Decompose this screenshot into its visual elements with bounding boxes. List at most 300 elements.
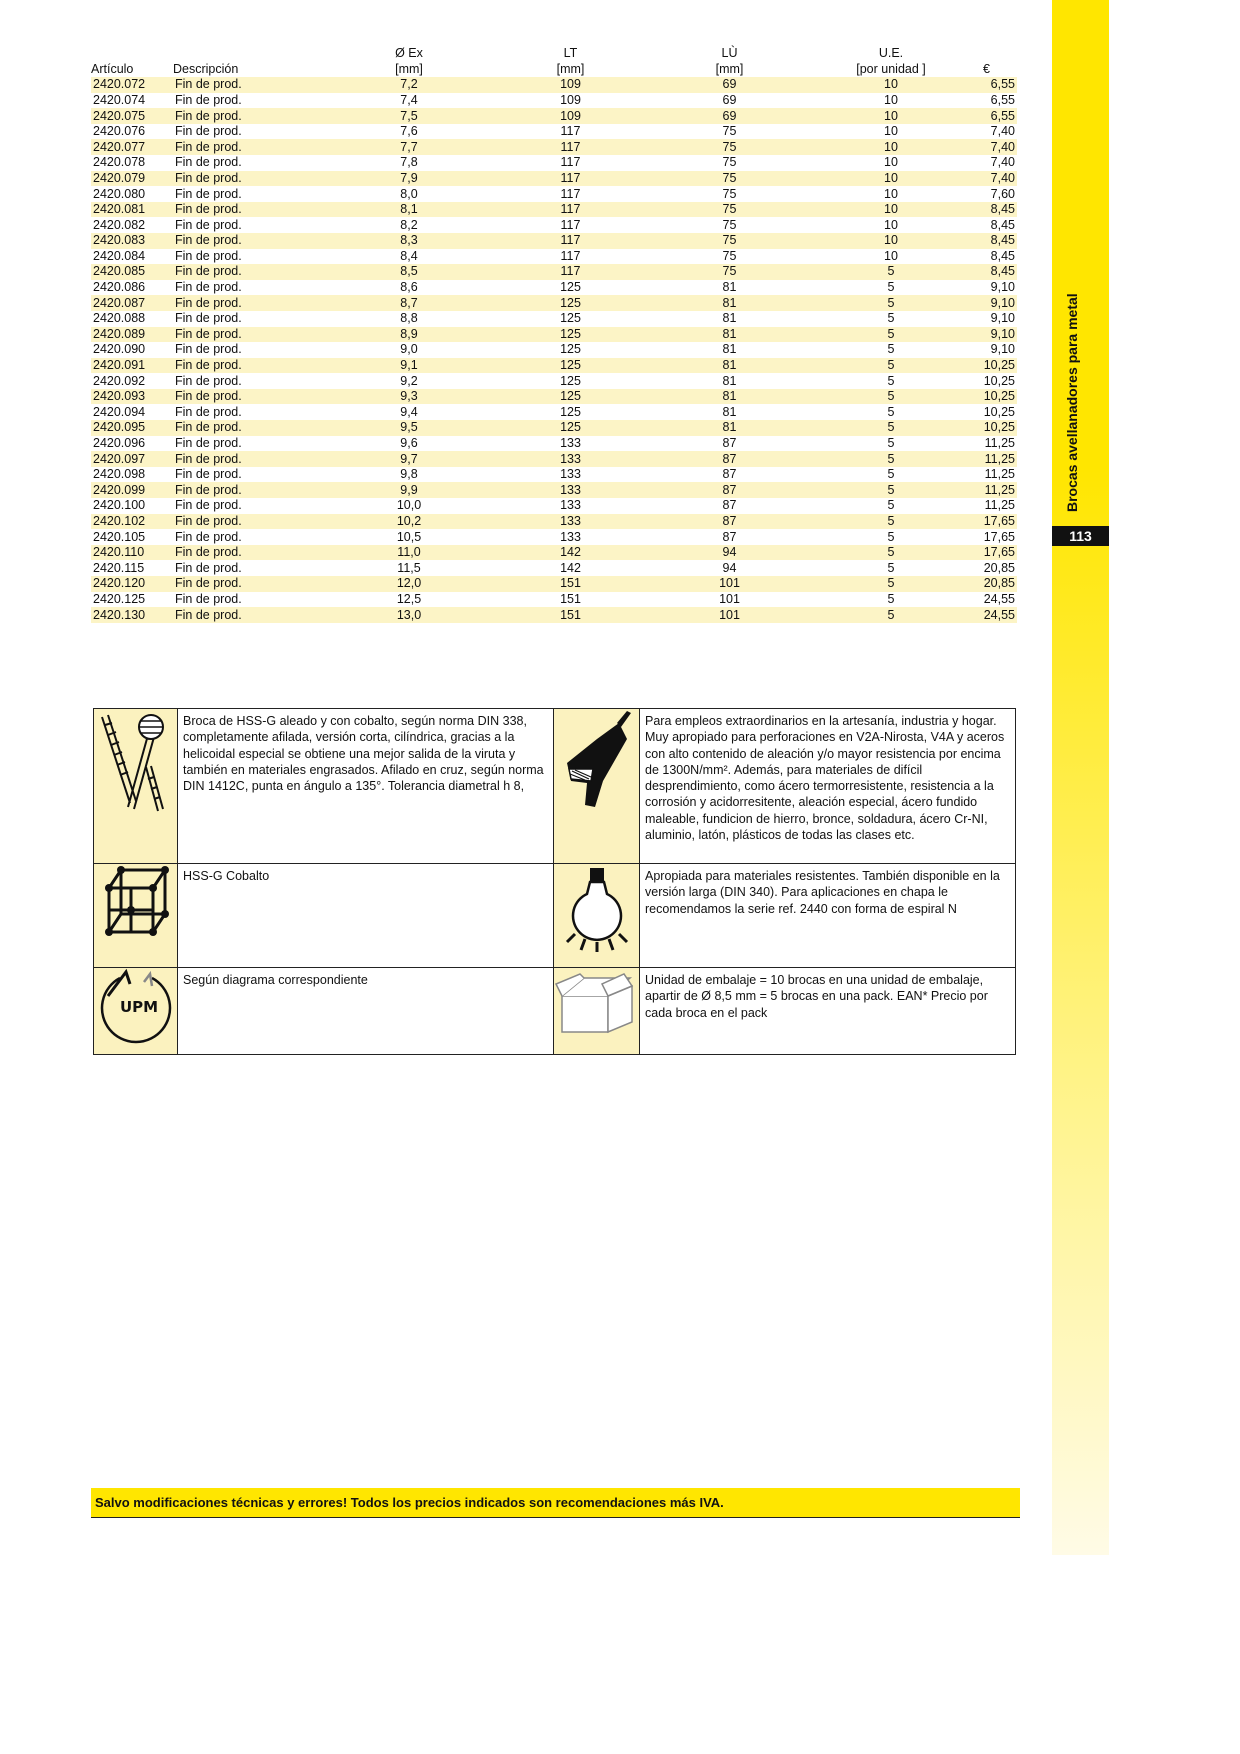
diameter-cell: 11,0: [327, 545, 491, 561]
lu-cell: 81: [722, 342, 737, 357]
articulo-cell: 2420.077: [91, 139, 173, 155]
diameter-cell: 8,5: [327, 264, 491, 280]
lu-cell: 101: [650, 607, 809, 623]
articulo-cell: 2420.090: [93, 342, 146, 357]
lt-cell: 133: [491, 482, 650, 498]
lt-cell: 117: [491, 139, 650, 155]
ue-cell: 5: [809, 482, 973, 498]
ue-cell: 5: [887, 280, 895, 295]
table-row: [91, 249, 1017, 265]
table-row: [91, 342, 1017, 358]
lu-cell: 81: [650, 295, 809, 311]
table-row: [91, 482, 1017, 498]
ue-cell: 5: [887, 529, 895, 544]
table-row: [91, 514, 1017, 530]
diameter-cell: 7,9: [327, 171, 491, 187]
table-row: [91, 77, 1017, 93]
lt-cell: 117: [491, 171, 650, 187]
diameter-cell: 8,1: [327, 202, 491, 218]
articulo-cell: 2420.074: [93, 92, 146, 107]
table-row: [91, 155, 1017, 171]
drill-bits-icon: [96, 711, 176, 821]
lu-cell: 87: [722, 529, 737, 544]
price-cell: 11,25: [984, 436, 1015, 450]
lt-cell: 117: [560, 217, 581, 232]
lu-cell: 69: [722, 92, 737, 107]
articulo-cell: 2420.099: [91, 482, 173, 498]
lattice-cube-icon: [97, 864, 177, 944]
diameter-cell: 10,5: [396, 529, 422, 544]
table-header-row-top: [91, 46, 1017, 62]
articulo-cell: 2420.102: [91, 514, 173, 530]
tip-bulb-icon-cell: [554, 864, 640, 968]
table-row: [91, 560, 1017, 576]
descripcion-cell: Fin de prod.: [175, 591, 242, 606]
descripcion-cell: Fin de prod.: [175, 217, 242, 232]
table-row: [91, 139, 1017, 155]
diameter-cell: 9,1: [327, 358, 491, 374]
lt-cell: 142: [560, 560, 581, 575]
articulo-cell: 2420.100: [93, 498, 146, 513]
header-ue: U.E.: [878, 46, 904, 60]
diameter-cell: 9,3: [327, 389, 491, 405]
rpm-icon-cell: [94, 968, 178, 1054]
lt-cell: 125: [491, 327, 650, 343]
descripcion-cell: Fin de prod.: [173, 171, 327, 187]
lu-cell: 75: [650, 139, 809, 155]
price-cell: 10,25: [983, 404, 1015, 419]
diameter-cell: 8,6: [400, 280, 418, 295]
ue-cell: 5: [887, 591, 895, 606]
product-info-grid: [93, 708, 1016, 1055]
descripcion-cell: Fin de prod.: [173, 576, 327, 592]
ue-cell: 10: [884, 92, 898, 107]
lu-cell: 101: [719, 591, 740, 606]
diameter-cell: 9,7: [327, 451, 491, 467]
ue-cell: 5: [887, 467, 895, 482]
descripcion-cell: Fin de prod.: [175, 467, 242, 482]
product-table: [91, 46, 1017, 623]
diameter-cell: 9,9: [327, 482, 491, 498]
articulo-cell: 2420.089: [91, 327, 173, 343]
header-lt-unit: [mm]: [556, 61, 585, 76]
articulo-cell: 2420.086: [93, 280, 146, 295]
table-row: [91, 404, 1017, 420]
diameter-cell: 7,8: [400, 155, 418, 170]
articulo-cell: 2420.075: [91, 108, 173, 124]
diameter-cell: 7,6: [400, 124, 418, 139]
table-row: [91, 451, 1017, 467]
lt-cell: 133: [560, 529, 581, 544]
table-row: [91, 264, 1017, 280]
table-row: [91, 373, 1017, 389]
lu-cell: 87: [650, 514, 809, 530]
lt-cell: 125: [560, 342, 581, 357]
price-cell: 11,25: [973, 482, 1017, 498]
descripcion-cell: Fin de prod.: [173, 264, 327, 280]
ue-cell: 5: [809, 327, 973, 343]
descripcion-cell: Fin de prod.: [175, 280, 242, 295]
table-row: [91, 389, 1017, 405]
diameter-cell: 7,7: [327, 139, 491, 155]
articulo-cell: 2420.125: [93, 591, 146, 606]
articulo-cell: 2420.080: [93, 186, 146, 201]
side-band: [1052, 0, 1109, 1555]
ue-cell: 5: [809, 358, 973, 374]
articulo-cell: 2420.079: [91, 171, 173, 187]
lt-cell: 133: [491, 514, 650, 530]
descripcion-cell: Fin de prod.: [175, 186, 242, 201]
articulo-cell: 2420.092: [93, 373, 146, 388]
table-row: [91, 108, 1017, 124]
articulo-cell: 2420.110: [91, 545, 173, 561]
table-row: [91, 592, 1017, 608]
articulo-cell: 2420.082: [93, 217, 146, 232]
lu-cell: 75: [650, 264, 809, 280]
lu-cell: 87: [722, 467, 737, 482]
footer-disclaimer: Salvo modificaciones técnicas y errores! Todos los precios indicados son recomendaciones más IVA.: [91, 1488, 1020, 1518]
articulo-cell: 2420.115: [93, 560, 145, 575]
articulo-cell: 2420.088: [93, 311, 146, 326]
diameter-cell: 9,6: [400, 436, 418, 450]
price-cell: 17,65: [983, 529, 1015, 544]
articulo-cell: 2420.081: [91, 202, 173, 218]
price-cell: 8,45: [973, 264, 1017, 280]
diameter-cell: 10,2: [327, 514, 491, 530]
lu-cell: 81: [650, 358, 809, 374]
ue-cell: 5: [887, 373, 895, 388]
articulo-cell: 2420.076: [93, 124, 146, 139]
diameter-cell: 10,0: [396, 498, 422, 513]
articulo-cell: 2420.120: [91, 576, 173, 592]
header-descripcion: Descripción: [173, 61, 239, 76]
table-row: [91, 358, 1017, 374]
descripcion-cell: Fin de prod.: [173, 139, 327, 155]
articulo-cell: 2420.091: [91, 358, 173, 374]
lt-cell: 125: [560, 404, 581, 419]
price-cell: 11,25: [984, 498, 1015, 513]
material-cube-icon-cell: [94, 864, 178, 968]
header-ex: Ø Ex: [395, 46, 423, 60]
ue-cell: 5: [809, 451, 973, 467]
diameter-cell: 9,4: [400, 404, 418, 419]
power-drill-icon: [557, 709, 637, 819]
drill-machine-icon-cell: [554, 709, 640, 864]
table-row: [91, 171, 1017, 187]
price-cell: 10,25: [983, 373, 1015, 388]
table-row: [91, 186, 1017, 202]
ue-cell: 5: [887, 342, 895, 357]
descripcion-cell: Fin de prod.: [175, 436, 242, 450]
header-lu: LÙ: [721, 46, 738, 60]
lu-cell: 81: [650, 389, 809, 405]
diameter-cell: 8,7: [327, 295, 491, 311]
lt-cell: 151: [491, 607, 650, 623]
diameter-cell: 8,9: [327, 327, 491, 343]
header-lu-unit: [mm]: [715, 61, 744, 76]
lu-cell: 69: [650, 77, 809, 93]
lu-cell: 81: [722, 373, 737, 388]
lt-cell: 109: [491, 108, 650, 124]
section-title: Brocas avellanadores para metal: [1064, 293, 1080, 512]
lu-cell: 75: [722, 186, 737, 201]
ue-cell: 5: [809, 545, 973, 561]
lu-cell: 75: [650, 171, 809, 187]
diameter-cell: 13,0: [327, 607, 491, 623]
header-ex-unit: [mm]: [395, 61, 423, 76]
diameter-cell: 9,5: [327, 420, 491, 436]
lu-cell: 69: [650, 108, 809, 124]
table-row: [91, 280, 1017, 296]
lt-cell: 142: [491, 545, 650, 561]
diameter-cell: 8,4: [400, 248, 418, 263]
ue-cell: 10: [809, 108, 973, 124]
price-cell: 17,65: [973, 545, 1017, 561]
articulo-cell: 2420.130: [91, 607, 173, 623]
light-bulb-icon: [557, 864, 637, 964]
ue-cell: 5: [809, 389, 973, 405]
price-cell: 6,55: [973, 77, 1017, 93]
ue-cell: 10: [884, 248, 898, 263]
descripcion-cell: Fin de prod.: [175, 124, 242, 139]
descripcion-cell: Fin de prod.: [175, 498, 242, 513]
descripcion-cell: Fin de prod.: [173, 514, 327, 530]
header-articulo: Artículo: [91, 61, 134, 76]
diameter-cell: 12,5: [396, 591, 422, 606]
descripcion-cell: Fin de prod.: [175, 92, 242, 107]
lt-cell: 125: [491, 420, 650, 436]
price-cell: 20,85: [983, 560, 1015, 575]
ue-cell: 5: [809, 514, 973, 530]
ue-cell: 10: [809, 171, 973, 187]
price-cell: 24,55: [973, 607, 1017, 623]
rpm-icon-label: UPM: [120, 998, 159, 1016]
descripcion-cell: Fin de prod.: [175, 373, 242, 388]
lt-cell: 151: [491, 576, 650, 592]
price-cell: 10,25: [973, 358, 1017, 374]
ue-cell: 5: [887, 404, 895, 419]
lu-cell: 81: [650, 420, 809, 436]
ue-cell: 5: [809, 420, 973, 436]
ue-cell: 5: [887, 311, 895, 326]
lt-cell: 151: [560, 591, 581, 606]
price-cell: 11,25: [984, 467, 1015, 482]
articulo-cell: 2420.078: [93, 155, 146, 170]
diameter-cell: 9,2: [400, 373, 418, 388]
lu-cell: 81: [722, 280, 737, 295]
price-cell: 9,10: [990, 280, 1015, 295]
lu-cell: 87: [722, 436, 737, 450]
diameter-cell: 9,8: [400, 467, 418, 482]
descripcion-cell: Fin de prod.: [173, 327, 327, 343]
table-row: [91, 420, 1017, 436]
descripcion-cell: Fin de prod.: [175, 248, 242, 263]
table-row: [91, 607, 1017, 623]
diameter-cell: 12,0: [327, 576, 491, 592]
price-cell: 7,40: [973, 171, 1017, 187]
ue-cell: 10: [884, 155, 898, 170]
price-cell: 7,40: [990, 124, 1015, 139]
articulo-cell: 2420.084: [93, 248, 146, 263]
price-cell: 20,85: [973, 576, 1017, 592]
table-row: [91, 436, 1017, 452]
articulo-cell: 2420.072: [91, 77, 173, 93]
table-row: [91, 529, 1017, 545]
price-cell: 9,10: [990, 342, 1015, 357]
ue-cell: 5: [887, 560, 895, 575]
diameter-cell: 7,4: [400, 92, 418, 107]
table-row: [91, 93, 1017, 109]
price-cell: 11,25: [973, 451, 1017, 467]
lt-cell: 109: [560, 92, 581, 107]
usage-tips-text: Apropiada para materiales resistentes. También disponible en la versión larga (DIN 340). Para aplicaciones en chapa le recomendamos la serie ref. 2440 con forma de espiral N: [640, 864, 1015, 968]
ue-cell: 5: [887, 436, 895, 450]
table-row: [91, 217, 1017, 233]
table-row: [91, 202, 1017, 218]
diameter-cell: 11,5: [397, 560, 421, 575]
price-cell: 9,10: [990, 311, 1015, 326]
price-cell: 7,40: [973, 139, 1017, 155]
header-eur: €: [983, 61, 990, 76]
lt-cell: 133: [560, 436, 581, 450]
lt-cell: 125: [491, 295, 650, 311]
price-cell: 9,10: [973, 327, 1017, 343]
lu-cell: 81: [722, 404, 737, 419]
header-lt: LT: [563, 46, 578, 60]
table-row: [91, 233, 1017, 249]
articulo-cell: 2420.096: [93, 436, 146, 450]
lt-cell: 125: [491, 389, 650, 405]
drill-bits-icon-cell: [94, 709, 178, 864]
diameter-cell: 7,2: [327, 77, 491, 93]
lu-cell: 75: [722, 248, 737, 263]
lu-cell: 75: [722, 217, 737, 232]
price-cell: 7,60: [990, 186, 1015, 201]
material-type: HSS-G Cobalto: [178, 864, 554, 968]
table-row: [91, 295, 1017, 311]
price-cell: 6,55: [973, 108, 1017, 124]
diameter-cell: 7,5: [327, 108, 491, 124]
lu-cell: 75: [722, 155, 737, 170]
articulo-cell: 2420.087: [91, 295, 173, 311]
descripcion-cell: Fin de prod.: [173, 202, 327, 218]
package-box-icon: [554, 970, 638, 1040]
articulo-cell: 2420.085: [91, 264, 173, 280]
table-row: [91, 498, 1017, 514]
lt-cell: 133: [491, 451, 650, 467]
articulo-cell: 2420.097: [91, 451, 173, 467]
descripcion-cell: Fin de prod.: [175, 404, 242, 419]
price-cell: 8,45: [990, 217, 1015, 232]
descripcion-cell: Fin de prod.: [173, 545, 327, 561]
lu-cell: 75: [722, 124, 737, 139]
lu-cell: 81: [650, 327, 809, 343]
descripcion-cell: Fin de prod.: [173, 420, 327, 436]
lt-cell: 125: [560, 373, 581, 388]
diameter-cell: 9,0: [400, 342, 418, 357]
descripcion-cell: Fin de prod.: [173, 482, 327, 498]
table-row: [91, 467, 1017, 483]
rpm-text: Según diagrama correspondiente: [178, 968, 554, 1054]
page-number: 113: [1052, 526, 1109, 546]
lt-cell: 117: [491, 202, 650, 218]
descripcion-cell: Fin de prod.: [175, 342, 242, 357]
descripcion-cell: Fin de prod.: [173, 77, 327, 93]
price-cell: 6,55: [990, 92, 1015, 107]
ue-cell: 5: [809, 607, 973, 623]
lu-cell: 87: [722, 498, 737, 513]
lt-cell: 125: [491, 358, 650, 374]
descripcion-cell: Fin de prod.: [175, 560, 242, 575]
ue-cell: 10: [884, 186, 898, 201]
material-description: Broca de HSS-G aleado y con cobalto, según norma DIN 338, completamente afilada, versión corta, cilíndrica, gracias a la helicoidal especial se obtiene una mejor salida de la viruta y también en materiales engrasados. Afilado en cruz, según norma DIN 1412C, punta en ángulo a 135°. Tolerancia diametral h 8,: [178, 709, 554, 864]
descripcion-cell: Fin de prod.: [173, 108, 327, 124]
articulo-cell: 2420.095: [91, 420, 173, 436]
lt-cell: 117: [560, 155, 581, 170]
applications-text: Para empleos extraordinarios en la artesanía, industria y hogar. Muy apropiado para perforaciones en V2A-Nirosta, V4A y aceros con alto contenido de aleación y/o mayor resistencia por encima de 1300N/mm². Además, para materiales de difícil desprendimiento, como ácero termorresistente, resistencia a la corrosión y acidorresitente, aleación especial, ácero fundido maleable, fundicion de hierro, bronce, soldadura, ácero Cr-NI, aluminio, latón, plásticos de todas las clases etc.: [640, 709, 1015, 864]
descripcion-cell: Fin de prod.: [173, 389, 327, 405]
lu-cell: 87: [650, 482, 809, 498]
descripcion-cell: Fin de prod.: [173, 295, 327, 311]
lt-cell: 109: [491, 77, 650, 93]
descripcion-cell: Fin de prod.: [175, 311, 242, 326]
ue-cell: 5: [809, 576, 973, 592]
header-ue-unit: [por unidad ]: [856, 61, 926, 76]
descripcion-cell: Fin de prod.: [175, 155, 242, 170]
price-cell: 17,65: [973, 514, 1017, 530]
lu-cell: 87: [650, 451, 809, 467]
ue-cell: 10: [809, 139, 973, 155]
lt-cell: 133: [560, 498, 581, 513]
lt-cell: 125: [560, 280, 581, 295]
lu-cell: 101: [650, 576, 809, 592]
diameter-cell: 8,3: [327, 233, 491, 249]
lt-cell: 117: [491, 233, 650, 249]
ue-cell: 5: [809, 295, 973, 311]
price-cell: 9,10: [973, 295, 1017, 311]
descripcion-cell: Fin de prod.: [173, 358, 327, 374]
lu-cell: 81: [722, 311, 737, 326]
diameter-cell: 8,8: [400, 311, 418, 326]
diameter-cell: 8,0: [400, 186, 418, 201]
price-cell: 24,55: [983, 591, 1015, 606]
price-cell: 8,45: [990, 248, 1015, 263]
table-row: [91, 124, 1017, 140]
diameter-cell: 8,2: [400, 217, 418, 232]
table-row: [91, 576, 1017, 592]
table-row: [91, 327, 1017, 343]
table-row: [91, 311, 1017, 327]
ue-cell: 5: [887, 498, 895, 513]
ue-cell: 10: [809, 233, 973, 249]
lu-cell: 94: [650, 545, 809, 561]
articulo-cell: 2420.105: [93, 529, 146, 544]
ue-cell: 10: [884, 217, 898, 232]
lt-cell: 125: [560, 311, 581, 326]
descripcion-cell: Fin de prod.: [173, 233, 327, 249]
lt-cell: 117: [560, 186, 581, 201]
table-header-row-bottom: [91, 62, 1017, 78]
price-cell: 8,45: [973, 233, 1017, 249]
ue-cell: 10: [884, 124, 898, 139]
ue-cell: 5: [809, 264, 973, 280]
articulo-cell: 2420.093: [91, 389, 173, 405]
descripcion-cell: Fin de prod.: [173, 451, 327, 467]
articulo-cell: 2420.083: [91, 233, 173, 249]
packaging-icon-cell: [554, 968, 640, 1054]
price-cell: 8,45: [973, 202, 1017, 218]
lt-cell: 117: [491, 264, 650, 280]
